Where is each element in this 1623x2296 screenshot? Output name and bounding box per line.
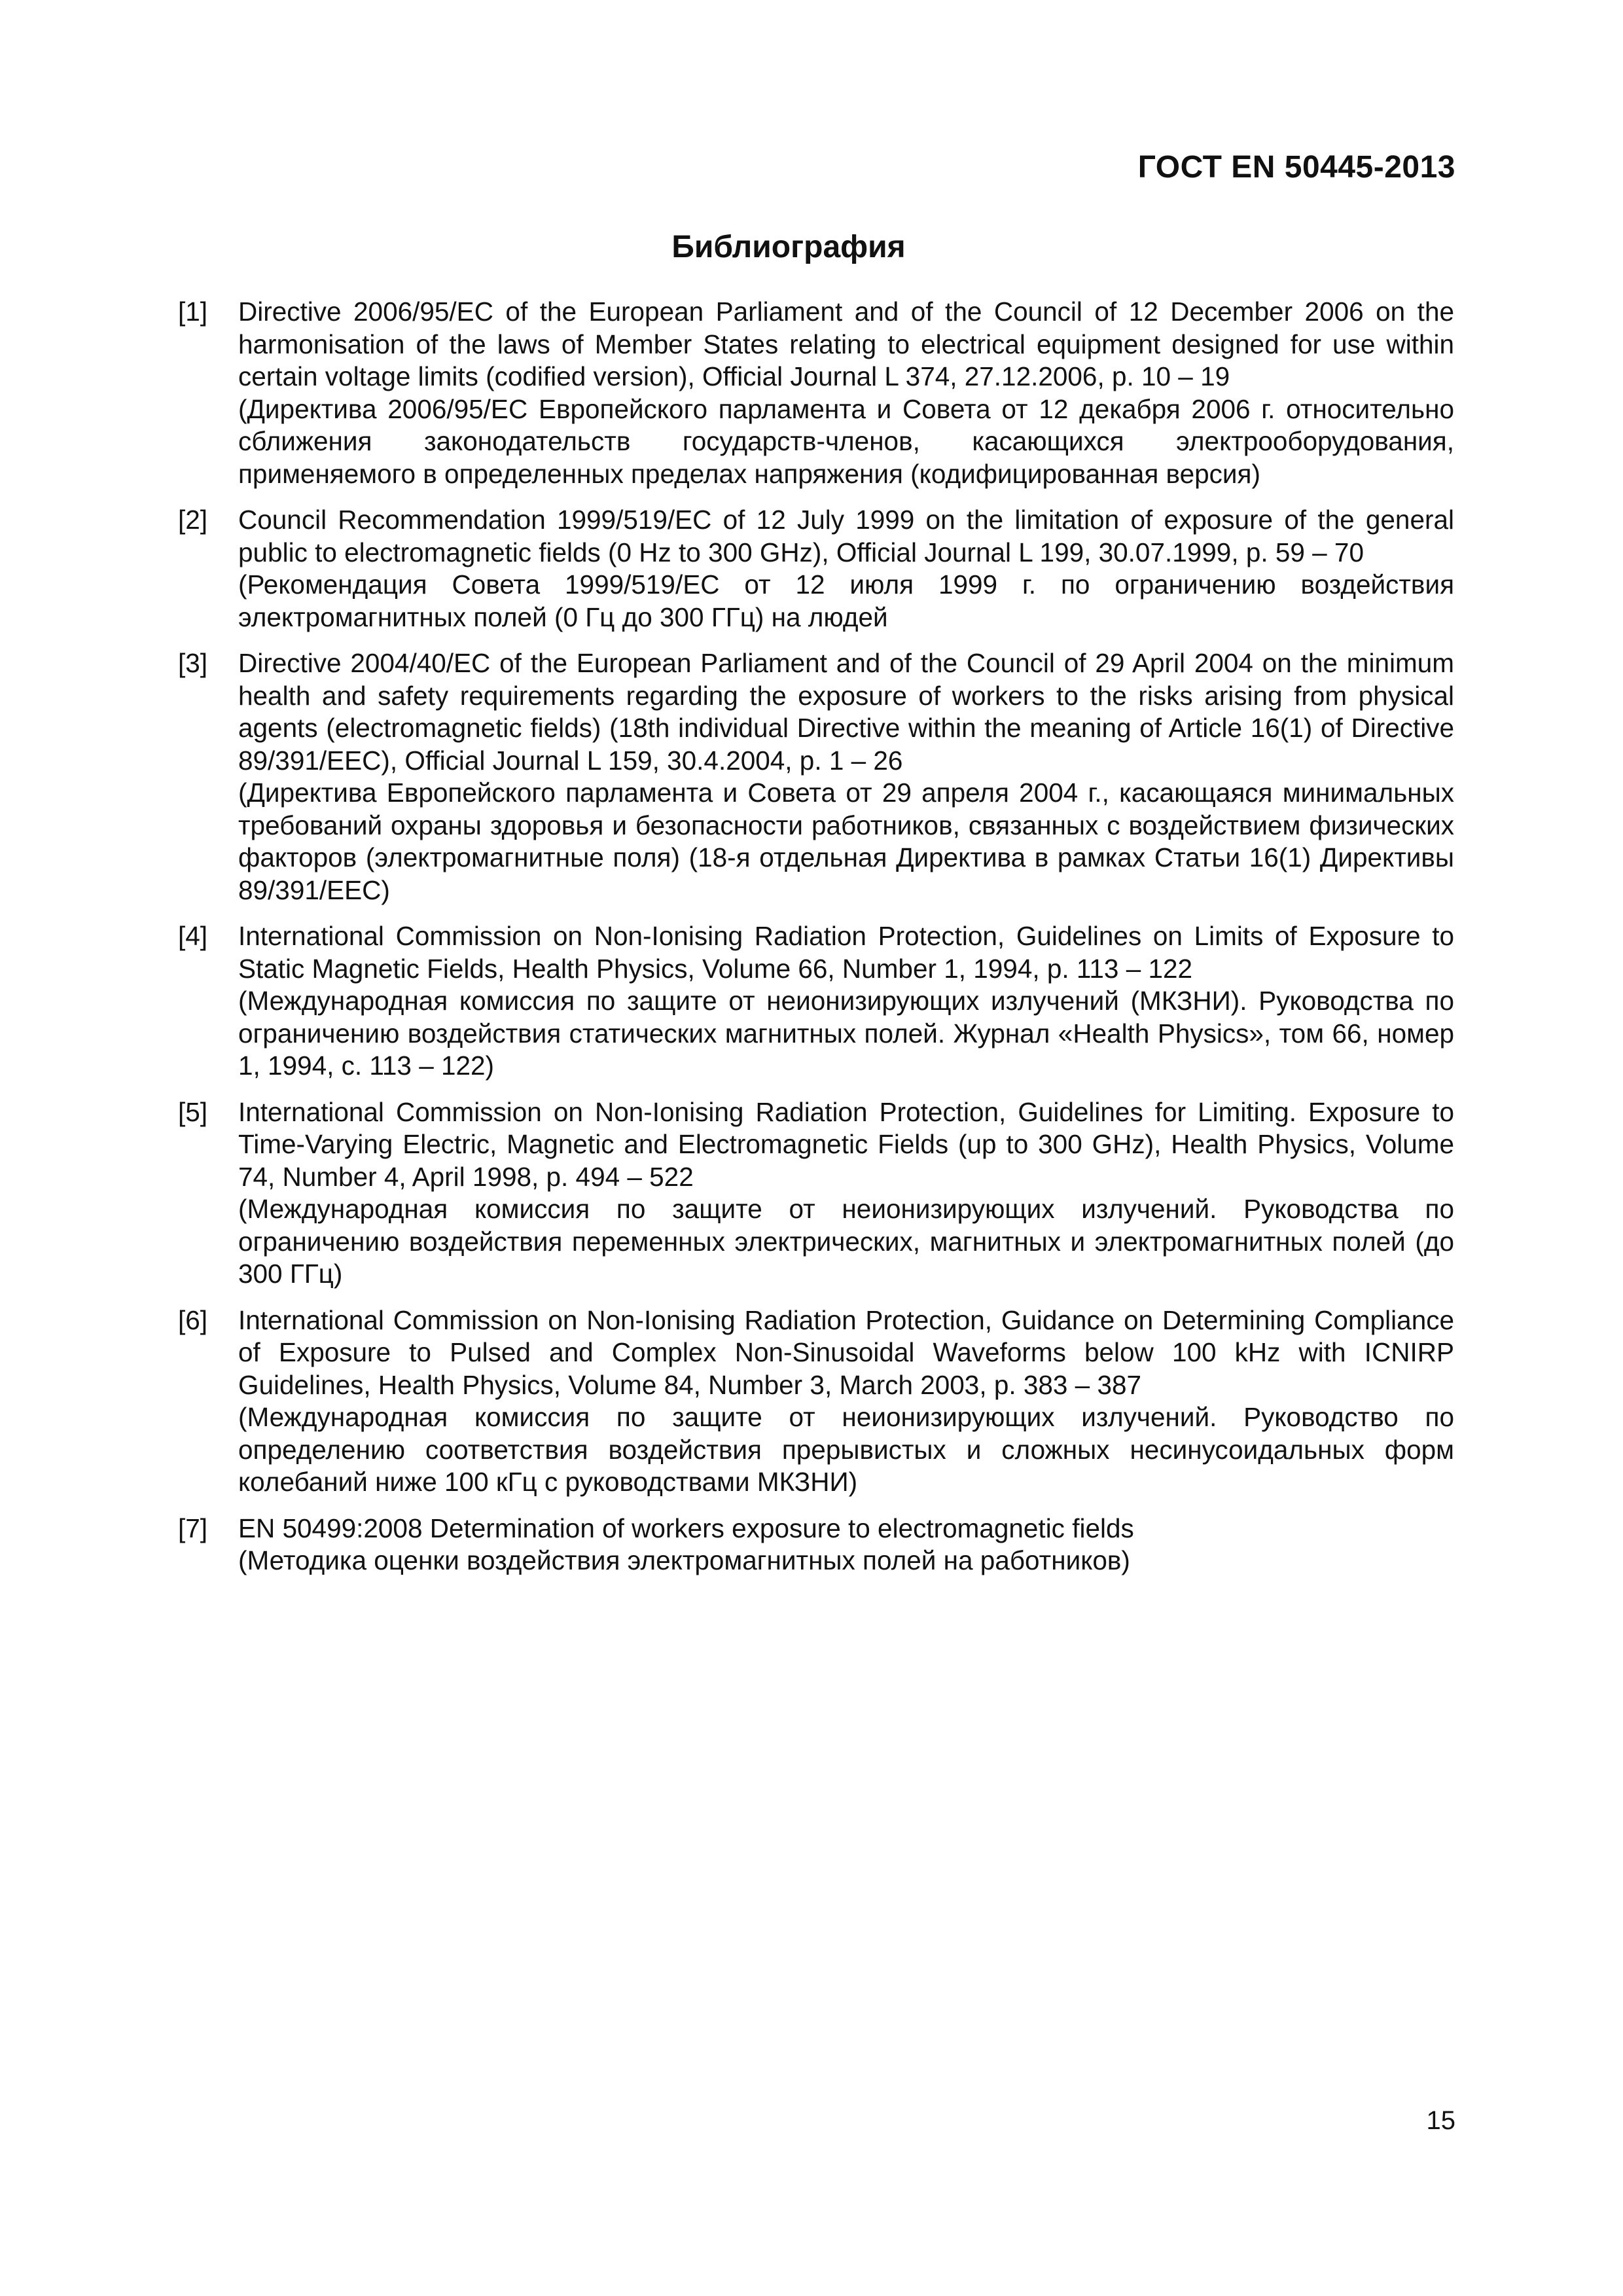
entry-body xyxy=(238,647,1454,906)
entry-body xyxy=(238,1096,1454,1291)
entry-text-en: International Commission on Non-Ionising Radiation Protection, Guidance on Determining Compliance of Exposure to Pulsed and Complex Non-Sinusoidal Waveforms below 100 kHz with ICNIRP Guidelines, Health Physics, Volume 84, Number 3, March 2003, p. 383 – 387 xyxy=(238,1304,1454,1400)
entry-number: [4] xyxy=(178,921,208,951)
entry-text-ru: (Международная комиссия по защите от неионизирующих излучений. Руководства по ограничению воздействия переменных электрических, магнитных и электромагнитных полей (до 300 ГГц) xyxy=(238,1194,1454,1289)
entry-text-ru: (Директива Европейского парламента и Совета от 29 апреля 2004 г., касающаяся минимальных требований охраны здоровья и безопасности работников, связанных с воздействием физических факторов (электромагнитные поля) (18-я отдельная Директива в рамках Статьи 16(1) Директивы 89/391/ЕЕС) xyxy=(238,778,1454,905)
entry-body xyxy=(238,1513,1454,1577)
entry-text-ru: (Директива 2006/95/ЕС Европейского парламента и Совета от 12 декабря 2006 г. относительно сближения законодательств государств-членов, касающихся электрооборудования, применяемого в определенных пределах напряжения (кодифицированная версия) xyxy=(238,393,1454,489)
bibliography-list xyxy=(178,296,1454,1591)
entry-number: [1] xyxy=(178,296,208,327)
entry-text-ru: (Международная комиссия по защите от неионизирующих излучений (МКЗНИ). Руководства по ограничению воздействия статических магнитных полей. Журнал «Health Physics», том 66, номер 1, 1994, с. 113 – 122) xyxy=(238,986,1454,1081)
entry-number: [6] xyxy=(178,1304,208,1335)
entry-text-en: Council Recommendation 1999/519/EC of 12 July 1999 on the limitation of exposure of the general public to electromagnetic fields (0 Hz to 300 GHz), Official Journal L 199, 30.07.1999, p. 59 – 70 xyxy=(238,505,1454,567)
bibliography-entry xyxy=(178,504,1454,634)
entry-text-ru: (Международная комиссия по защите от неионизирующих излучений. Руководство по определению соответствия воздействия прерывистых и сложных несинусоидальных форм колебаний ниже 100 кГц с руководствами МКЗНИ) xyxy=(238,1402,1454,1497)
entry-text-en: International Commission on Non-Ionising Radiation Protection, Guidelines on Limits of Exposure to Static Magnetic Fields, Health Physics, Volume 66, Number 1, 1994, p. 113 – 122 xyxy=(238,921,1454,984)
entry-body xyxy=(238,1304,1454,1499)
bibliography-entry xyxy=(178,647,1454,906)
entry-text-en: Directive 2004/40/EC of the European Parliament and of the Council of 29 April 2004 on the minimum health and safety requirements regarding the exposure of workers to the risks arising from physical agents (electromagnetic fields) (18th individual Directive within the meaning of Article 16(1) of Directive 89/391/EEC), Official Journal L 159, 30.4.2004, p. 1 – 26 xyxy=(238,648,1454,776)
bibliography-entry xyxy=(178,920,1454,1083)
entry-body xyxy=(238,504,1454,634)
entry-number: [5] xyxy=(178,1096,208,1127)
entry-text-en: Directive 2006/95/EC of the European Parliament and of the Council of 12 December 2006 on the harmonisation of the laws of Member States relating to electrical equipment designed for use within certain voltage limits (codified version), Official Journal L 374, 27.12.2006, p. 10 – 19 xyxy=(238,296,1454,391)
entry-text-ru: (Рекомендация Совета 1999/519/ЕС от 12 июля 1999 г. по ограничению воздействия электромагнитных полей (0 Гц до 300 ГГц) на людей xyxy=(238,569,1454,632)
entry-number: [2] xyxy=(178,505,208,535)
page-number: 15 xyxy=(1426,2106,1455,2135)
section-title: Библиография xyxy=(671,230,906,264)
entry-text-ru: (Методика оценки воздействия электромагнитных полей на работников) xyxy=(238,1545,1130,1575)
entry-body xyxy=(238,920,1454,1083)
bibliography-entry xyxy=(178,1513,1454,1577)
entry-number: [7] xyxy=(178,1513,208,1543)
entry-text-en: EN 50499:2008 Determination of workers exposure to electromagnetic fields xyxy=(238,1513,1134,1543)
entry-text-en: International Commission on Non-Ionising Radiation Protection, Guidelines for Limiting. Exposure to Time-Varying Electric, Magnetic and Electromagnetic Fields (up to 300 GHz), Health Physics, Volume 74, Number 4, April 1998, p. 494 – 522 xyxy=(238,1096,1454,1192)
bibliography-entry xyxy=(178,1096,1454,1291)
bibliography-entry xyxy=(178,296,1454,490)
bibliography-entry xyxy=(178,1304,1454,1499)
document-id-header: ГОСТ EN 50445-2013 xyxy=(1137,150,1455,185)
entry-body xyxy=(238,296,1454,490)
entry-number: [3] xyxy=(178,648,208,678)
